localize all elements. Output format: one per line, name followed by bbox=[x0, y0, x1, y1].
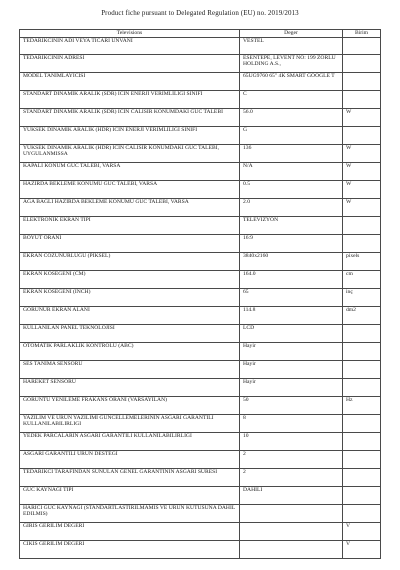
row-label: ASGARI GARANTILI URUN DESTEGI bbox=[20, 451, 240, 469]
row-label: STANDART DINAMIK ARALIK (SDR) ICIN ENERJI VERIMLILIGI SINIFI bbox=[20, 91, 240, 109]
row-unit: dm2 bbox=[343, 307, 381, 325]
row-label: BOYUT ORANI bbox=[20, 235, 240, 253]
table-row bbox=[20, 181, 381, 199]
row-value: 164.0 bbox=[240, 271, 343, 289]
table-row bbox=[20, 217, 381, 235]
row-value: G bbox=[240, 127, 343, 145]
row-label: GIRIS GERILIM DEGERI bbox=[20, 523, 240, 541]
table-row bbox=[20, 325, 381, 343]
row-unit bbox=[343, 325, 381, 343]
row-label: HAZIRDA BEKLEME KONUMU GUC TALEBI, VARSA bbox=[20, 181, 240, 199]
row-unit bbox=[343, 73, 381, 91]
table-row bbox=[20, 505, 381, 523]
table-row bbox=[20, 55, 381, 73]
row-unit: Hz bbox=[343, 397, 381, 415]
row-label: ELEKTRONIK EKRAN TIPI bbox=[20, 217, 240, 235]
row-unit bbox=[343, 469, 381, 487]
row-label: TEDARIKCI TARAFINDAN SUNULAN GENEL GARANTININ ASGARI SURESI bbox=[20, 469, 240, 487]
table-row bbox=[20, 235, 381, 253]
table-row bbox=[20, 379, 381, 397]
row-unit bbox=[343, 343, 381, 361]
column-header-televisions: Televisions bbox=[20, 30, 240, 38]
row-value: VESTEL bbox=[240, 38, 343, 55]
row-unit bbox=[343, 451, 381, 469]
product-fiche-table bbox=[19, 29, 381, 559]
row-label: STANDART DINAMIK ARALIK (SDR) ICIN CALISIR KONUMDAKI GUC TALEBI bbox=[20, 109, 240, 127]
row-unit: V bbox=[343, 523, 381, 541]
row-value: N/A bbox=[240, 163, 343, 181]
table-row bbox=[20, 91, 381, 109]
row-value: 3840x2160 bbox=[240, 253, 343, 271]
table-row bbox=[20, 415, 381, 433]
table-row bbox=[20, 271, 381, 289]
row-unit: W bbox=[343, 145, 381, 163]
table-row bbox=[20, 73, 381, 91]
row-value: 8 bbox=[240, 415, 343, 433]
row-value: 65 bbox=[240, 289, 343, 307]
table-row bbox=[20, 109, 381, 127]
table-row bbox=[20, 523, 381, 541]
row-value bbox=[240, 505, 343, 523]
row-label: OTOMATIK PARLAKLIK KONTROLU (ABC) bbox=[20, 343, 240, 361]
row-unit bbox=[343, 487, 381, 505]
row-unit bbox=[343, 127, 381, 145]
table-row bbox=[20, 253, 381, 271]
row-label: SES TANIMA SENSORU bbox=[20, 361, 240, 379]
row-label: EKRAN KOSEGENI (INCH) bbox=[20, 289, 240, 307]
row-label: YUKSEK DINAMIK ARALIK (HDR) ICIN CALISIR KONUMDAKI GUC TALEBI, UYGULANMISSA bbox=[20, 145, 240, 163]
row-label: HARICI GUC KAYNAGI (STANDARTLASTIRILMAMIS VE URUN KUTUSUNA DAHIL EDILMIS) bbox=[20, 505, 240, 523]
row-value bbox=[240, 541, 343, 559]
row-value: 50 bbox=[240, 397, 343, 415]
table-row bbox=[20, 469, 381, 487]
row-label: AGA BAGLI HAZIRDA BEKLEME KONUMU GUC TALEBI, VARSA bbox=[20, 199, 240, 217]
row-unit: W bbox=[343, 199, 381, 217]
row-value: Hayir bbox=[240, 343, 343, 361]
row-value: 136 bbox=[240, 145, 343, 163]
table-header-row bbox=[20, 30, 381, 38]
row-value: 16:9 bbox=[240, 235, 343, 253]
row-label: HAREKET SENSORU bbox=[20, 379, 240, 397]
row-value: LCD bbox=[240, 325, 343, 343]
row-value: 0.5 bbox=[240, 181, 343, 199]
row-label: TEDARIKCININ ADRESI bbox=[20, 55, 240, 73]
row-unit bbox=[343, 55, 381, 73]
row-value: ESENTEPE, LEVENT NO: 199 ZORLU HOLDING A.S., bbox=[240, 55, 343, 73]
row-label: EKRAN COZUNURLUGU (PIKSEL) bbox=[20, 253, 240, 271]
row-unit: cm bbox=[343, 271, 381, 289]
row-unit: W bbox=[343, 163, 381, 181]
row-label: KULLANILAN PANEL TEKNOLOJISI bbox=[20, 325, 240, 343]
row-label: CIKIS GERILIM DEGERI bbox=[20, 541, 240, 559]
row-unit bbox=[343, 415, 381, 433]
row-label: GORUNUR EKRAN ALANI bbox=[20, 307, 240, 325]
row-label: GUC KAYNAGI TIPI bbox=[20, 487, 240, 505]
row-value: 65UG9760 65" 4K SMART GOOGLE T bbox=[240, 73, 343, 91]
row-label: MODEL TANIMLAYICISI bbox=[20, 73, 240, 91]
table-row bbox=[20, 163, 381, 181]
row-label: TEDARIKCININ ADI VEYA TICARI UNVANI bbox=[20, 38, 240, 55]
table-row bbox=[20, 38, 381, 55]
row-label: EKRAN KOSEGENI (CM) bbox=[20, 271, 240, 289]
column-header-birim: Birim bbox=[343, 30, 381, 38]
table-row bbox=[20, 541, 381, 559]
table-row bbox=[20, 487, 381, 505]
table-row bbox=[20, 361, 381, 379]
row-unit: pixels bbox=[343, 253, 381, 271]
row-value: 56.0 bbox=[240, 109, 343, 127]
row-value: Hayir bbox=[240, 379, 343, 397]
row-unit bbox=[343, 235, 381, 253]
table-row bbox=[20, 289, 381, 307]
row-value: 2 bbox=[240, 451, 343, 469]
row-value: C bbox=[240, 91, 343, 109]
row-value: 10 bbox=[240, 433, 343, 451]
row-unit bbox=[343, 91, 381, 109]
row-label: YUKSEK DINAMIK ARALIK (HDR) ICIN ENERJI VERIMLILIGI SINIFI bbox=[20, 127, 240, 145]
table-row bbox=[20, 433, 381, 451]
row-unit: V bbox=[343, 541, 381, 559]
row-label: KAPALI KONUM GUC TALEBI, VARSA bbox=[20, 163, 240, 181]
row-label: YEDEK PARCALARIN ASGARI GARANTILI KULLANILABILIRLIGI bbox=[20, 433, 240, 451]
row-value: 114.8 bbox=[240, 307, 343, 325]
row-unit bbox=[343, 361, 381, 379]
row-unit bbox=[343, 379, 381, 397]
row-value: 2.0 bbox=[240, 199, 343, 217]
column-header-deger: Deger bbox=[240, 30, 343, 38]
table-row bbox=[20, 145, 381, 163]
document-title: Product fiche pursuant to Delegated Regulation (EU) no. 2019/2013 bbox=[101, 9, 299, 17]
row-value: Hayir bbox=[240, 361, 343, 379]
row-unit bbox=[343, 505, 381, 523]
table-row bbox=[20, 307, 381, 325]
row-unit bbox=[343, 217, 381, 235]
row-value: DAHILI bbox=[240, 487, 343, 505]
table-row bbox=[20, 127, 381, 145]
table-row bbox=[20, 343, 381, 361]
row-unit bbox=[343, 433, 381, 451]
table-body bbox=[20, 38, 381, 559]
row-label: YAZILIM VE URUN YAZILIMI GUNCELLEMELERININ ASGARI GARANTILI KULLANILABILIRLIGI bbox=[20, 415, 240, 433]
row-unit bbox=[343, 38, 381, 55]
row-value bbox=[240, 523, 343, 541]
row-label: GORUNTU YENILEME FRAKANS ORANI (VARSAYILAN) bbox=[20, 397, 240, 415]
row-unit: inç bbox=[343, 289, 381, 307]
table-row bbox=[20, 199, 381, 217]
row-value: 2 bbox=[240, 469, 343, 487]
table-row bbox=[20, 397, 381, 415]
table-row bbox=[20, 451, 381, 469]
row-unit: W bbox=[343, 181, 381, 199]
row-value: TELEVIZYON bbox=[240, 217, 343, 235]
row-unit: W bbox=[343, 109, 381, 127]
